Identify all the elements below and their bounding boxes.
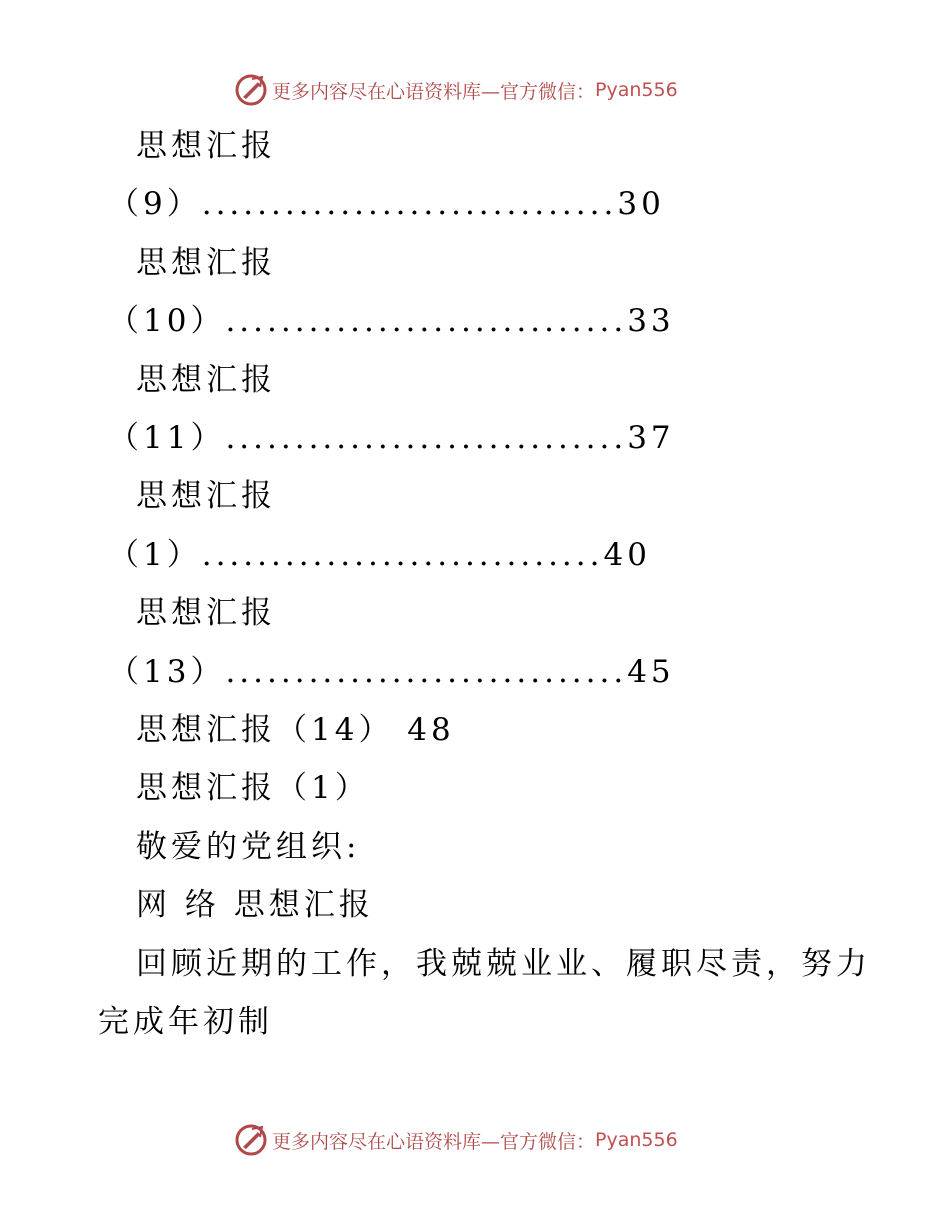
- subtitle: 网 络 思想汇报: [136, 887, 374, 923]
- section-title: 思想汇报（1）: [136, 770, 370, 806]
- paragraph-line: 完成年初制: [98, 1004, 273, 1040]
- toc-entry: （13）.............................45: [108, 654, 675, 690]
- toc-entry: （11）.............................37: [108, 420, 675, 456]
- feather-pen-logo-icon: [234, 1123, 268, 1157]
- toc-heading: 思想汇报: [136, 362, 276, 398]
- salutation: 敬爱的党组织:: [136, 829, 361, 865]
- watermark-text: 更多内容尽在心语资料库—官方微信：: [272, 1130, 596, 1153]
- toc-heading: 思想汇报: [136, 595, 276, 631]
- watermark-banner-top: [234, 72, 678, 108]
- toc-heading: 思想汇报: [136, 128, 276, 164]
- toc-entry-last: 思想汇报（14） 48: [136, 712, 455, 748]
- watermark-banner-bottom: [234, 1122, 678, 1158]
- toc-entry: （9）..............................30: [108, 186, 665, 222]
- watermark-handle: Pyan556: [595, 1129, 678, 1151]
- toc-entry: （1）.............................40: [108, 537, 651, 573]
- watermark-text: 更多内容尽在心语资料库—官方微信：: [272, 80, 596, 103]
- feather-pen-logo-icon: [234, 73, 268, 107]
- watermark-handle: Pyan556: [595, 79, 678, 101]
- toc-heading: 思想汇报: [136, 478, 276, 514]
- toc-entry: （10）.............................33: [108, 303, 675, 339]
- toc-heading: 思想汇报: [136, 245, 276, 281]
- paragraph-line: 回顾近期的工作，我兢兢业业、履职尽责，努力: [136, 946, 871, 982]
